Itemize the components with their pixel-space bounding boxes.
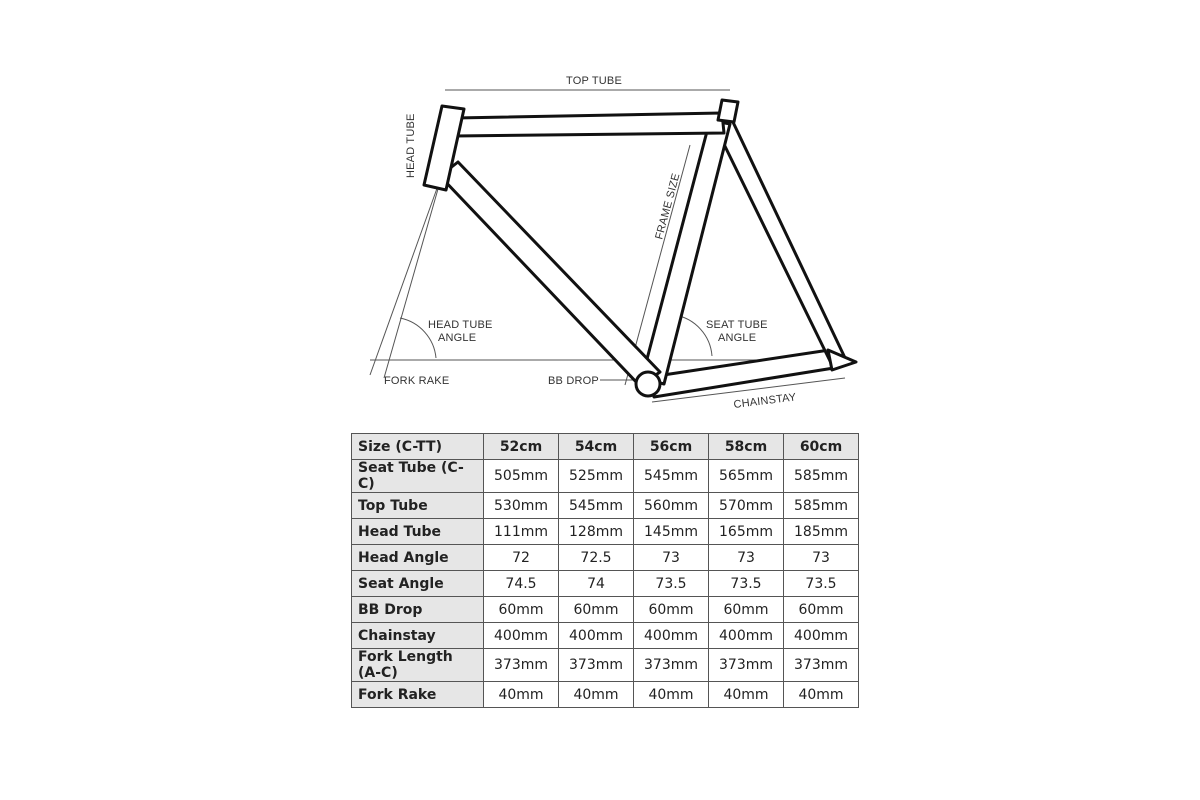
table-cell: 570mm <box>709 493 784 519</box>
table-cell: 60mm <box>709 597 784 623</box>
label-head-tube-angle-line2: ANGLE <box>438 332 477 344</box>
table-cell: 400mm <box>784 623 859 649</box>
table-cell: 40mm <box>484 682 559 708</box>
table-corner-header: Size (C-TT) <box>352 434 484 460</box>
size-header: 60cm <box>784 434 859 460</box>
table-cell: 111mm <box>484 519 559 545</box>
table-cell: 72 <box>484 545 559 571</box>
table-cell: 74.5 <box>484 571 559 597</box>
top-tube <box>454 113 724 136</box>
table-cell: 40mm <box>634 682 709 708</box>
size-header: 56cm <box>634 434 709 460</box>
table-cell: 545mm <box>559 493 634 519</box>
table-row <box>352 649 859 682</box>
table-cell: 73 <box>709 545 784 571</box>
label-seat-tube-angle-line2: ANGLE <box>718 332 757 344</box>
table-cell: 40mm <box>784 682 859 708</box>
label-frame-size: FRAME SIZE <box>653 171 683 241</box>
fork-offset-line <box>384 182 440 378</box>
table-cell: 525mm <box>559 460 634 493</box>
table-row <box>352 493 859 519</box>
table-cell: 585mm <box>784 493 859 519</box>
table-cell: 400mm <box>559 623 634 649</box>
label-chainstay: CHAINSTAY <box>732 391 798 411</box>
row-label: Chainstay <box>352 623 484 649</box>
table-cell: 73 <box>784 545 859 571</box>
table-row <box>352 460 859 493</box>
table-cell: 400mm <box>709 623 784 649</box>
table-cell: 530mm <box>484 493 559 519</box>
size-header: 54cm <box>559 434 634 460</box>
table-row <box>352 545 859 571</box>
row-label: Fork Length (A-C) <box>352 649 484 682</box>
row-label: BB Drop <box>352 597 484 623</box>
head-axis-line <box>370 180 440 375</box>
label-seat-tube-angle-line1: SEAT TUBE <box>706 319 768 331</box>
table-row <box>352 623 859 649</box>
table-cell: 73.5 <box>709 571 784 597</box>
table-cell: 373mm <box>484 649 559 682</box>
row-label: Seat Tube (C-C) <box>352 460 484 493</box>
table-cell: 72.5 <box>559 545 634 571</box>
table-cell: 585mm <box>784 460 859 493</box>
table-cell: 373mm <box>634 649 709 682</box>
row-label: Fork Rake <box>352 682 484 708</box>
table-cell: 60mm <box>484 597 559 623</box>
table-cell: 560mm <box>634 493 709 519</box>
table-cell: 145mm <box>634 519 709 545</box>
table-cell: 60mm <box>559 597 634 623</box>
bottom-bracket <box>636 372 660 396</box>
geometry-table <box>351 433 859 708</box>
table-cell: 565mm <box>709 460 784 493</box>
chainstay-tube <box>650 349 840 397</box>
table-row <box>352 571 859 597</box>
label-head-tube: HEAD TUBE <box>405 113 417 178</box>
table-cell: 128mm <box>559 519 634 545</box>
table-cell: 73 <box>634 545 709 571</box>
down-tube <box>440 162 660 386</box>
table-cell: 60mm <box>634 597 709 623</box>
table-cell: 40mm <box>559 682 634 708</box>
table-cell: 165mm <box>709 519 784 545</box>
row-label: Seat Angle <box>352 571 484 597</box>
table-cell: 373mm <box>784 649 859 682</box>
table-cell: 74 <box>559 571 634 597</box>
table-row <box>352 597 859 623</box>
table-cell: 40mm <box>709 682 784 708</box>
label-bb-drop: BB DROP <box>548 375 599 387</box>
table-cell: 400mm <box>484 623 559 649</box>
table-cell: 73.5 <box>634 571 709 597</box>
table-body <box>352 460 859 708</box>
seat-collar <box>718 100 738 122</box>
row-label: Head Angle <box>352 545 484 571</box>
table-cell: 73.5 <box>784 571 859 597</box>
row-label: Head Tube <box>352 519 484 545</box>
table-cell: 373mm <box>709 649 784 682</box>
table-cell: 545mm <box>634 460 709 493</box>
table-cell: 505mm <box>484 460 559 493</box>
label-top-tube: TOP TUBE <box>566 75 623 87</box>
size-header: 58cm <box>709 434 784 460</box>
table-cell: 60mm <box>784 597 859 623</box>
table-cell: 185mm <box>784 519 859 545</box>
table-row <box>352 682 859 708</box>
table-header-row <box>352 434 859 460</box>
row-label: Top Tube <box>352 493 484 519</box>
table-cell: 400mm <box>634 623 709 649</box>
size-header: 52cm <box>484 434 559 460</box>
label-fork-rake: FORK RAKE <box>384 375 450 387</box>
table-row <box>352 519 859 545</box>
table-cell: 373mm <box>559 649 634 682</box>
label-head-tube-angle-line1: HEAD TUBE <box>428 319 493 331</box>
